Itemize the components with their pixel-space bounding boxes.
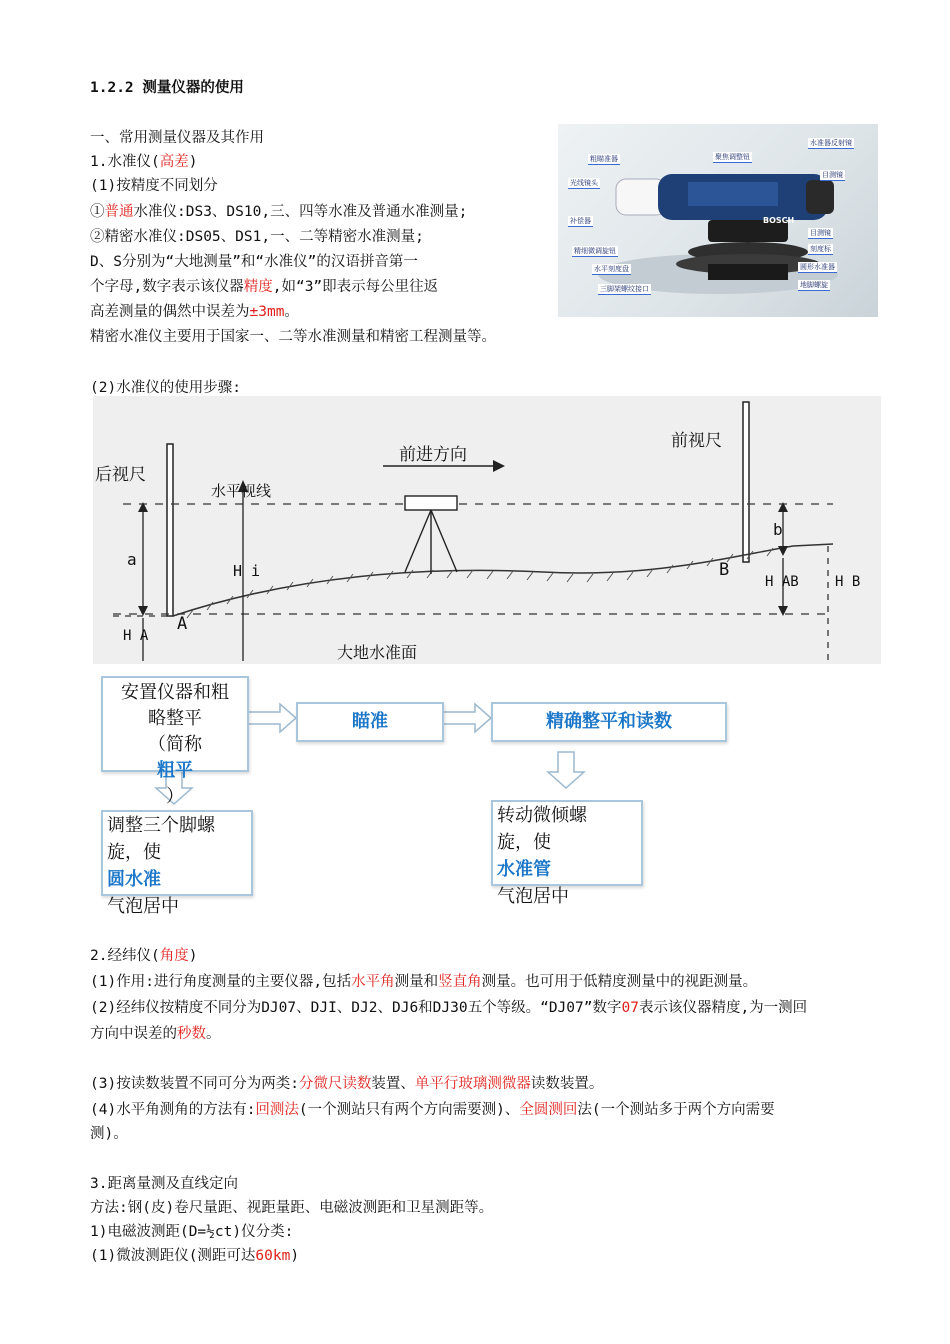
flow-box-foot-screws: 调整三个脚螺 旋，使 圆水准 气泡居中 [101, 810, 253, 896]
distance-title: 3.距离量测及直线定向 [90, 1176, 238, 1192]
hi-label: H i [233, 562, 261, 580]
hab-label: H AB [765, 574, 799, 590]
photo-label: 刻度标 [810, 245, 831, 253]
theodolite-p2: (2)经纬仪按精度不同分为DJ07、DJI、DJ2、DJ6和DJ30五个等级。“DJ07”数字07表示该仪器精度,为一测回 [90, 1000, 808, 1016]
edm-item-1: (1)微波测距仪(测距可达60km) [90, 1248, 300, 1264]
theodolite-p4: (4)水平角测角的方法有:回测法(一个测站只有两个方向需要测)、全圆测回法(一个测站多于两个方向需要 [90, 1102, 775, 1118]
instrument-body [405, 496, 457, 510]
ds-explain-2: 个字母,数字表示该仪器精度,如“3”即表示每公里往返 [90, 279, 439, 295]
photo-label: 聚焦调整钮 [715, 153, 750, 161]
ds-explain-3: 高差测量的偶然中误差为±3mm。 [90, 304, 299, 320]
accuracy-heading: (1)按精度不同划分 [90, 178, 218, 194]
flow-box-tilt-screw: 转动微倾螺 旋，使 水准管 气泡居中 [491, 800, 643, 886]
ha-label: H A [123, 628, 149, 644]
ground-line [173, 544, 833, 616]
photo-label: 水平刻度盘 [594, 265, 629, 273]
point-a-label: A [177, 614, 188, 634]
flow-box-aim: 瞄准 [296, 702, 444, 742]
flow-box-rough-level: 安置仪器和粗 略整平 （简称 粗平 ） [101, 676, 249, 772]
photo-label: 光线镜头 [570, 179, 598, 187]
level-item-1: ①普通水准仪:DS3、DS10,三、四等水准及普通水准测量; [90, 204, 468, 220]
leveling-diagram [93, 396, 881, 664]
theodolite-p3: (3)按读数装置不同可分为两类:分微尺读数装置、单平行玻璃测微器读数装置。 [90, 1076, 604, 1092]
datum-label: 大地水准面 [337, 643, 418, 662]
theodolite-title: 2.经纬仪(角度) [90, 948, 198, 964]
front-staff-label: 前视尺 [671, 431, 722, 451]
sight-line-label: 水平视线 [211, 482, 272, 500]
flow-box-fine-level: 精确整平和读数 [491, 702, 727, 742]
edm-heading: 1)电磁波测距(D=½ct)仪分类: [90, 1224, 294, 1240]
leveling-diagram-svg [93, 396, 881, 664]
photo-label: 粗瞄准器 [590, 155, 618, 163]
photo-label: 水准器反射镜 [810, 139, 852, 147]
photo-label: 圆形水准器 [800, 263, 835, 271]
flow-arrow-down [548, 752, 584, 788]
theodolite-p4-cont: 测)。 [90, 1126, 128, 1142]
flow-arrow-right [440, 704, 491, 732]
rear-staff-label: 后视尺 [95, 465, 146, 485]
photo-label: 精细微调旋钮 [574, 247, 616, 255]
direction-label: 前进方向 [399, 445, 467, 465]
steps-heading: (2)水准仪的使用步骤: [90, 380, 241, 396]
ds-explain-4: 精密水准仪主要用于国家一、二等水准测量和精密工程测量等。 [90, 329, 496, 345]
photo-label: 目测镜 [810, 229, 831, 237]
section-heading: 1.2.2 测量仪器的使用 [90, 80, 244, 96]
hb-label: H B [835, 574, 861, 590]
photo-label: 地脚螺旋 [800, 281, 828, 289]
a-label: a [127, 550, 137, 569]
distance-methods: 方法:钢(皮)卷尺量距、视距量距、电磁波测距和卫星测距等。 [90, 1200, 494, 1216]
level-title: 1.水准仪(高差) [90, 154, 198, 170]
photo-label: 补偿器 [570, 217, 591, 225]
point-b-label: B [719, 560, 730, 580]
level-instrument-photo [558, 124, 878, 317]
level-item-2: ②精密水准仪:DS05、DS1,一、二等精密水准测量; [90, 229, 424, 245]
photo-label: 目测镜 [822, 171, 843, 179]
brand-label: BOSCH [763, 216, 795, 225]
flow-arrow-right [245, 704, 296, 732]
theodolite-p1: (1)作用:进行角度测量的主要仪器,包括水平角测量和竖直角测量。也可用于低精度测量中的视距测量。 [90, 974, 758, 990]
rear-staff-rod [167, 444, 173, 616]
photo-label: 三脚架螺纹接口 [600, 285, 649, 293]
ds-explain-1: D、S分别为“大地测量”和“水准仪”的汉语拼音第一 [90, 254, 418, 270]
part1-title: 一、常用测量仪器及其作用 [90, 130, 264, 146]
theodolite-p2-cont: 方向中误差的秒数。 [90, 1026, 221, 1042]
front-staff-rod [743, 402, 749, 562]
b-label: b [773, 520, 783, 539]
